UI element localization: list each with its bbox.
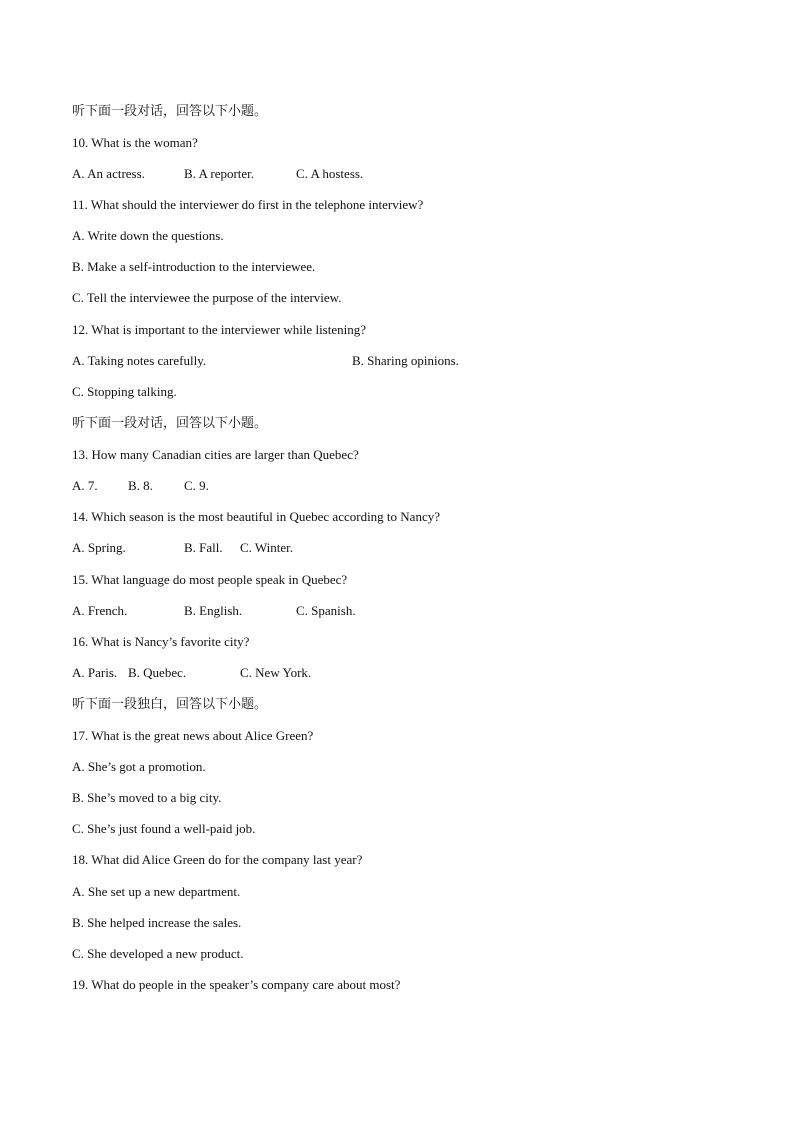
question-15: 15. What language do most people speak in Quebec? <box>72 572 348 587</box>
question-11: 11. What should the interviewer do first in the telephone interview? <box>72 197 424 212</box>
q14-option-a: A. Spring. <box>72 540 126 555</box>
question-14: 14. Which season is the most beautiful in Quebec according to Nancy? <box>72 509 440 524</box>
q18-option-c: C. She developed a new product. <box>72 946 244 961</box>
q13-option-c: C. 9. <box>184 478 209 493</box>
q15-option-c: C. Spanish. <box>296 603 356 618</box>
q14-option-b: B. Fall. <box>184 540 223 555</box>
q17-option-b: B. She’s moved to a big city. <box>72 790 222 805</box>
q14-option-c: C. Winter. <box>240 540 294 555</box>
question-12: 12. What is important to the interviewer while listening? <box>72 322 366 337</box>
q17-option-c: C. She’s just found a well-paid job. <box>72 821 256 836</box>
question-13: 13. How many Canadian cities are larger than Quebec? <box>72 447 359 462</box>
q11-option-a: A. Write down the questions. <box>72 228 224 243</box>
q13-option-b: B. 8. <box>128 478 153 493</box>
section-heading-monologue: 听下面一段独白，回答以下小题。 <box>72 697 268 712</box>
q18-option-a: A. She set up a new department. <box>72 884 241 899</box>
q10-option-a: A. An actress. <box>72 166 145 181</box>
section-heading-dialogue-1: 听下面一段对话，回答以下小题。 <box>72 104 268 119</box>
question-17: 17. What is the great news about Alice Green? <box>72 728 314 743</box>
q11-option-b: B. Make a self-introduction to the interviewee. <box>72 259 316 274</box>
q16-option-a: A. Paris. <box>72 665 118 680</box>
q15-option-a: A. French. <box>72 603 128 618</box>
q16-option-c: C. New York. <box>240 665 312 680</box>
q12-option-c: C. Stopping talking. <box>72 384 177 399</box>
q13-option-a: A. 7. <box>72 478 98 493</box>
q15-option-b: B. English. <box>184 603 243 618</box>
q11-option-c: C. Tell the interviewee the purpose of the interview. <box>72 290 342 305</box>
q10-option-b: B. A reporter. <box>184 166 255 181</box>
q10-option-c: C. A hostess. <box>296 166 364 181</box>
question-16: 16. What is Nancy’s favorite city? <box>72 634 250 649</box>
q18-option-b: B. She helped increase the sales. <box>72 915 242 930</box>
question-10: 10. What is the woman? <box>72 135 198 150</box>
q12-option-b: B. Sharing opinions. <box>352 353 459 368</box>
q16-option-b: B. Quebec. <box>128 665 187 680</box>
section-heading-dialogue-2: 听下面一段对话，回答以下小题。 <box>72 416 268 431</box>
question-18: 18. What did Alice Green do for the company last year? <box>72 852 363 867</box>
q12-option-a: A. Taking notes carefully. <box>72 353 207 368</box>
q17-option-a: A. She’s got a promotion. <box>72 759 206 774</box>
question-19: 19. What do people in the speaker’s company care about most? <box>72 977 401 992</box>
